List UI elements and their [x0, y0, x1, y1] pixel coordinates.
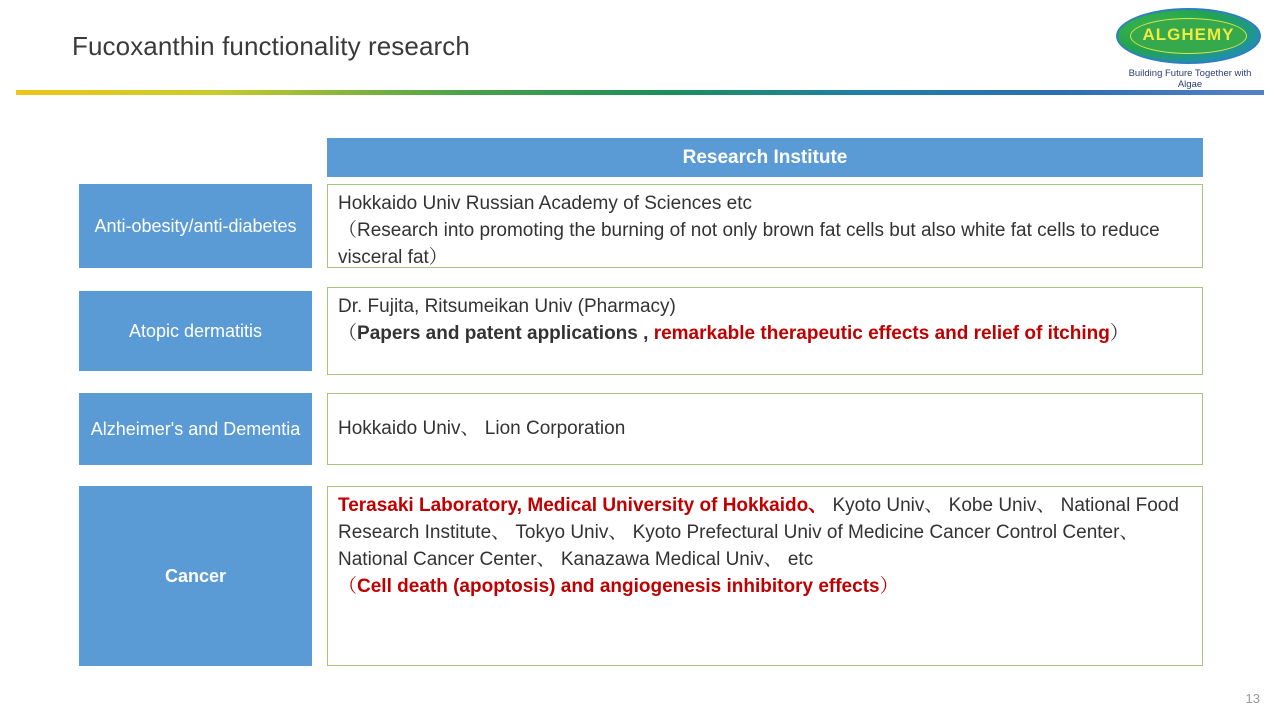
content-text: Hokkaido Univ Russian Academy of Sciences etc [338, 193, 752, 214]
table-row [79, 184, 1203, 268]
content-line [338, 321, 1192, 348]
table-row [79, 393, 1203, 465]
content-cell [327, 184, 1203, 268]
table-header-research-institute: Research Institute [327, 138, 1203, 177]
content-text: （Research into promoting the burning of not only brown fat cells but also white fat cells to reduce visceral fat） [338, 219, 1160, 268]
content-text: （ [338, 322, 358, 344]
content-text: Terasaki Laboratory, Medical University of Hokkaido、 [338, 495, 828, 516]
content-line [338, 574, 1192, 601]
content-text: Dr. Fujita, Ritsumeikan Univ (Pharmacy) [338, 296, 676, 317]
content-text: ） [879, 575, 899, 597]
content-line [338, 416, 625, 443]
logo-wordmark: ALGHEMY [1142, 25, 1235, 44]
logo-tagline: Building Future Together with Algae [1128, 68, 1252, 90]
company-logo [1116, 8, 1266, 90]
category-cell: Alzheimer's and Dementia [79, 393, 312, 465]
content-line [338, 294, 1192, 321]
content-text: Kyoto Univ、 Kobe Univ、 National Food Research Institute、 Tokyo Univ、 Kyoto Prefectural Univ of Medicine Cancer Control Center、 National Cancer Center、 Kanazawa Medical Univ、 etc [338, 495, 1179, 570]
content-text: （ [338, 575, 358, 597]
category-cell: Cancer [79, 486, 312, 666]
content-text: Papers and patent applications , [357, 322, 654, 344]
page-number: 13 [1245, 691, 1260, 706]
content-cell [327, 486, 1203, 666]
content-text: ） [1109, 322, 1129, 344]
content-text: Hokkaido Univ、 Lion Corporation [338, 417, 626, 439]
content-line [338, 218, 1192, 272]
category-cell: Atopic dermatitis [79, 291, 312, 371]
content-text: Cell death (apoptosis) and angiogenesis inhibitory effects [357, 575, 880, 597]
table-row [79, 486, 1203, 666]
content-cell [327, 287, 1203, 375]
title-divider [16, 90, 1264, 95]
page-title: Fucoxanthin functionality research [72, 31, 470, 61]
table-row [79, 287, 1203, 375]
content-text: remarkable therapeutic effects and relief of itching [653, 322, 1110, 344]
category-cell: Anti-obesity/anti-diabetes [79, 184, 312, 268]
content-cell [327, 393, 1203, 465]
content-line [338, 191, 1192, 218]
content-line [338, 493, 1192, 574]
